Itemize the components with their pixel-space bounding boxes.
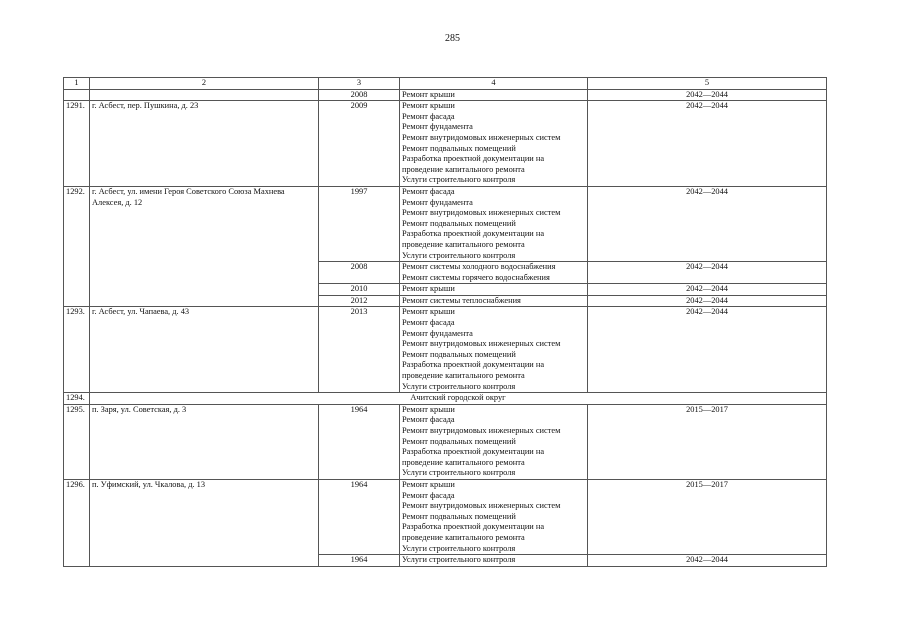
row-number: 1294. <box>64 393 90 405</box>
row-year: 2009 <box>319 101 400 187</box>
work-item: Ремонт фасада <box>402 318 455 328</box>
row-works <box>400 404 588 479</box>
row-number <box>64 89 90 101</box>
work-item: Ремонт системы теплоснабжения <box>402 295 521 305</box>
work-item: Ремонт крыши <box>402 307 455 317</box>
work-item: Разработка проектной документации на <box>402 229 545 239</box>
table-row <box>64 101 827 187</box>
row-number: 1291. <box>64 101 90 187</box>
row-period: 2015—2017 <box>588 404 827 479</box>
work-item: Ремонт системы холодного водоснабжения <box>402 262 556 272</box>
row-year: 2012 <box>319 295 400 307</box>
row-works <box>400 186 588 261</box>
work-item: Разработка проектной документации на <box>402 360 545 370</box>
row-period: 2042—2044 <box>588 89 827 101</box>
work-item: Ремонт подвальных помещений <box>402 143 516 153</box>
work-item: Ремонт крыши <box>402 404 455 414</box>
row-year: 1964 <box>319 404 400 479</box>
work-item: Ремонт системы горячего водоснабжения <box>402 272 550 282</box>
table-row <box>64 307 827 393</box>
work-item: Ремонт внутридомовых инженерных систем <box>402 426 561 435</box>
column-header-5: 5 <box>588 78 827 90</box>
work-item: Ремонт фундамента <box>402 328 473 338</box>
row-period: 2042—2044 <box>588 284 827 296</box>
work-item: Ремонт фундамента <box>402 122 473 132</box>
work-item: проведение капитального ремонта <box>402 164 525 174</box>
row-number: 1292. <box>64 186 90 307</box>
work-item: Ремонт фасада <box>402 415 455 425</box>
row-year: 2010 <box>319 284 400 296</box>
row-period: 2042—2044 <box>588 186 827 261</box>
work-item: Ремонт фундамента <box>402 197 473 207</box>
row-works <box>400 89 588 101</box>
work-item: Ремонт фасада <box>402 186 455 196</box>
row-works <box>400 295 588 307</box>
address-line: Алексея, д. 12 <box>92 197 143 207</box>
row-works <box>400 479 588 554</box>
work-item: Услуги строительного контроля <box>402 250 516 260</box>
row-period: 2015—2017 <box>588 479 827 554</box>
table-row <box>64 479 827 554</box>
capital-repair-table <box>63 77 827 567</box>
column-header-4: 4 <box>400 78 588 90</box>
work-item: Ремонт подвальных помещений <box>402 511 516 521</box>
work-item: Разработка проектной документации на <box>402 522 545 532</box>
work-item: Услуги строительного контроля <box>402 175 516 185</box>
row-works <box>400 262 588 284</box>
row-year: 1997 <box>319 186 400 261</box>
work-item: проведение капитального ремонта <box>402 371 525 381</box>
work-item: Ремонт крыши <box>402 101 455 111</box>
row-period: 2042—2044 <box>588 307 827 393</box>
row-year: 1964 <box>319 479 400 554</box>
work-item: Ремонт крыши <box>402 479 455 489</box>
row-number: 1293. <box>64 307 90 393</box>
work-item: Услуги строительного контроля <box>402 555 516 565</box>
section-title: Ачитский городской округ <box>90 393 827 405</box>
row-address <box>90 89 319 101</box>
row-number: 1296. <box>64 479 90 566</box>
work-item: Услуги строительного контроля <box>402 468 516 478</box>
row-address: г. Асбест, ул. Чапаева, д. 43 <box>90 307 319 393</box>
row-works <box>400 284 588 296</box>
row-period: 2042—2044 <box>588 262 827 284</box>
row-period: 2042—2044 <box>588 555 827 567</box>
work-item: Ремонт подвальных помещений <box>402 349 516 359</box>
row-works <box>400 101 588 187</box>
work-item: Ремонт крыши <box>402 284 455 294</box>
row-year: 2008 <box>319 262 400 284</box>
work-item: Разработка проектной документации на <box>402 447 545 457</box>
work-item: Ремонт внутридомовых инженерных систем <box>402 339 561 349</box>
work-item: Ремонт крыши <box>402 89 455 99</box>
row-number: 1295. <box>64 404 90 479</box>
work-item: Ремонт подвальных помещений <box>402 436 516 446</box>
address-line: г. Асбест, ул. имени Героя Советского Союза Махнева <box>92 186 285 196</box>
work-item: Услуги строительного контроля <box>402 543 516 553</box>
row-period: 2042—2044 <box>588 101 827 187</box>
work-item: проведение капитального ремонта <box>402 239 525 249</box>
row-year: 1964 <box>319 555 400 567</box>
table-row <box>64 186 827 261</box>
column-header-2: 2 <box>90 78 319 90</box>
work-item: Разработка проектной документации на <box>402 154 545 164</box>
row-address <box>90 186 319 307</box>
section-row <box>64 393 827 405</box>
work-item: Услуги строительного контроля <box>402 381 516 391</box>
work-item: Ремонт внутридомовых инженерных систем <box>402 132 561 142</box>
row-address: г. Асбест, пер. Пушкина, д. 23 <box>90 101 319 187</box>
work-item: Ремонт фасада <box>402 490 455 500</box>
column-header-3: 3 <box>319 78 400 90</box>
work-item: проведение капитального ремонта <box>402 532 525 542</box>
row-address: п. Уфимский, ул. Чкалова, д. 13 <box>90 479 319 566</box>
work-item: Ремонт фасада <box>402 111 455 121</box>
row-year: 2008 <box>319 89 400 101</box>
page-number: 285 <box>445 33 460 44</box>
work-item: Ремонт внутридомовых инженерных систем <box>402 208 561 218</box>
row-period: 2042—2044 <box>588 295 827 307</box>
row-year: 2013 <box>319 307 400 393</box>
work-item: Ремонт внутридомовых инженерных систем <box>402 501 561 511</box>
row-works <box>400 555 588 567</box>
table-row <box>64 89 827 101</box>
work-item: проведение капитального ремонта <box>402 457 525 467</box>
row-address: п. Заря, ул. Советская, д. 3 <box>90 404 319 479</box>
work-item: Ремонт подвальных помещений <box>402 218 516 228</box>
row-works <box>400 307 588 393</box>
column-header-1: 1 <box>64 78 90 90</box>
table-header-row <box>64 78 827 90</box>
table-row <box>64 404 827 479</box>
